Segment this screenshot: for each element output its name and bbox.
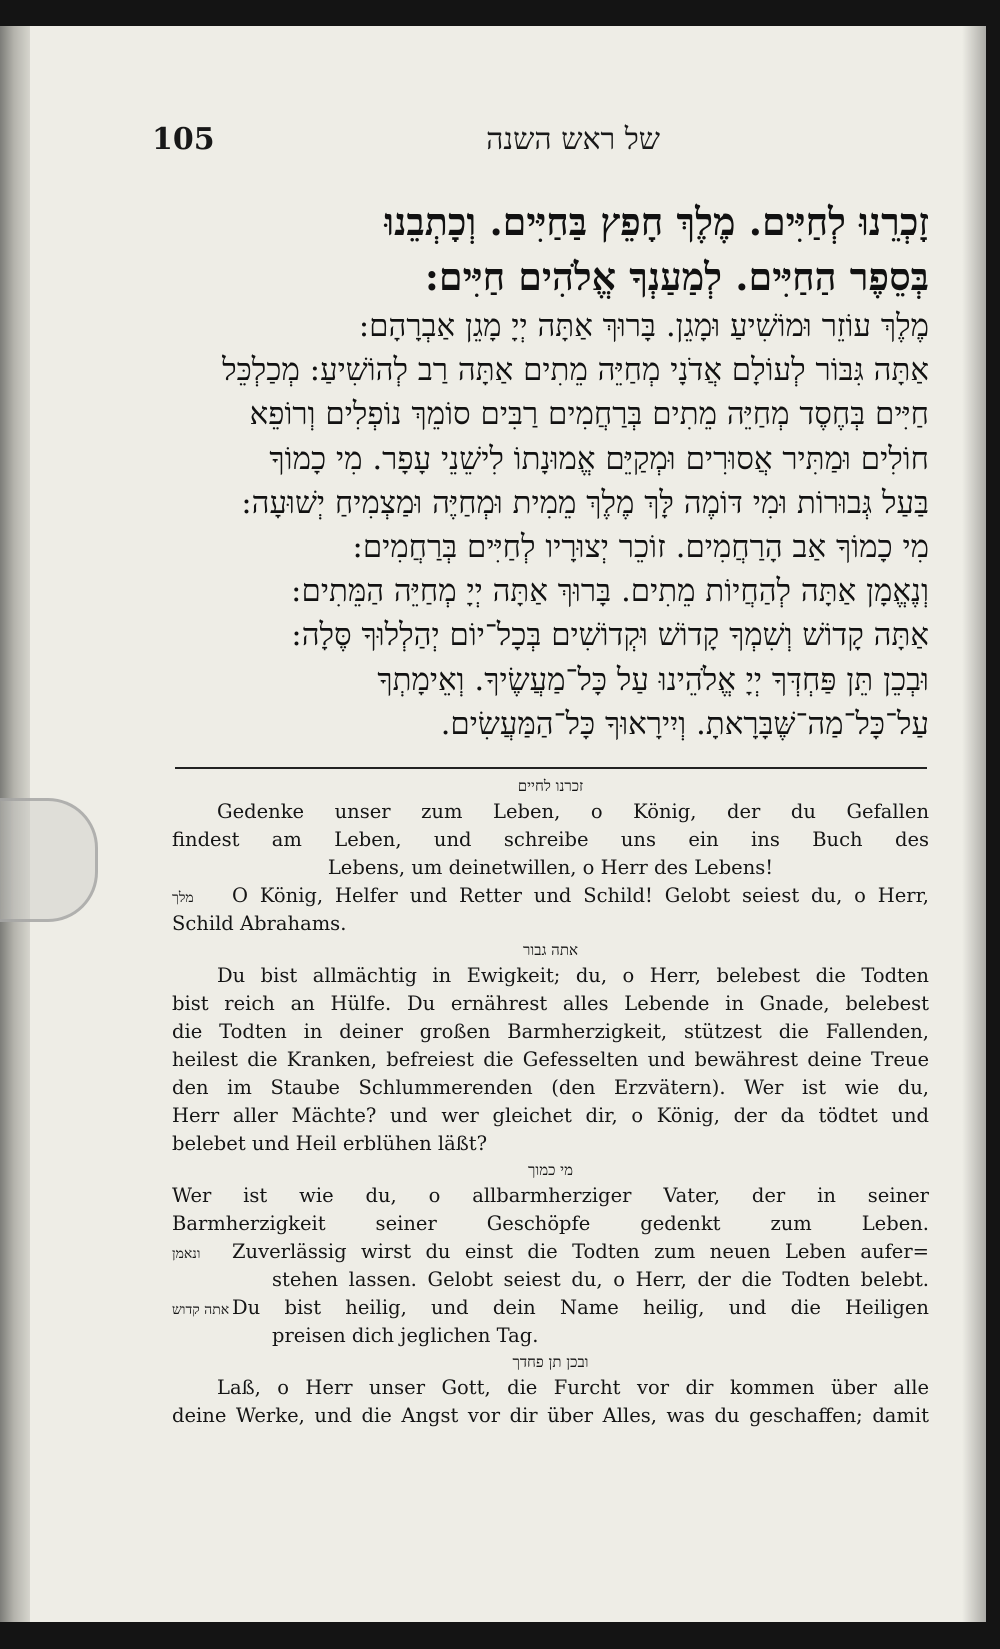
text-line: O König, Helfer und Retter und Schild! Gelobt seiest du, o Herr, (232, 884, 929, 907)
hebrew-line: בַּעַל גְּבוּרוֹת וּמִי דּוֹמֶה לָּךְ מֶלֶךְ מֵמִית וּמְחַיֶּה וּמַצְמִיחַ יְשׁוּעָה: (241, 484, 929, 521)
text-line: die Todten in deiner großen Barmherzigkeit, stützest die Fallenden, (172, 1020, 929, 1043)
hebrew-line: וְנֶאֱמָן אַתָּה לְהַחֲיוֹת מֵתִים. בָּרוּךְ אַתָּה יְיָ מְחַיֵּה הַמֵּתִים: (291, 573, 929, 610)
text-line: heilest die Kranken, befreiest die Gefesselten und bewährest deine Treue (172, 1048, 929, 1071)
text-line: belebet und Heil erblühen läßt? (172, 1132, 488, 1155)
text-line: Herr aller Mächte? und wer gleichet dir, o König, der da tödtet und (172, 1104, 929, 1127)
hebrew-text-block (172, 194, 929, 746)
text-line: Zuverlässig wirst du einst die Todten zum neuen Leben aufer= (232, 1240, 929, 1263)
text-line: bist reich an Hülfe. Du ernährest alles Lebende in Gnade, belebest (172, 992, 929, 1015)
paragraph-with-margin-label (172, 1238, 929, 1266)
hebrew-line: וּבְכֵן תֵּן פַּחְדְּךָ יְיָ אֱלֹהֵינוּ עַל כָּל־מַעֲשֶׂיךָ. וְאֵימָתְךָ (377, 661, 929, 698)
text-line: Barmherzigkeit seiner Geschöpfe gedenkt zum Leben. (172, 1212, 929, 1235)
section-divider (175, 767, 927, 769)
hebrew-line: חוֹלִים וּמַתִּיר אֲסוּרִים וּמְקַיֵּם אֱמוּנָתוֹ לִישֵׁנֵי עָפָר. מִי כָמוֹךָ (269, 440, 929, 477)
page-number: 105 (152, 122, 215, 157)
text-line: preisen dich jeglichen Tag. (272, 1324, 539, 1347)
text-line: Laß, o Herr unser Gott, die Furcht vor dir kommen über alle (217, 1376, 929, 1399)
text-line: deine Werke, und die Angst vor dir über Alles, was du geschaffen; damit (172, 1404, 929, 1427)
page-gutter-shadow (962, 26, 986, 1622)
hebrew-line: אַתָּה גִּבּוֹר לְעוֹלָם אֲדֹנָי מְחַיֵּה מֵתִים אַתָּה רַב לְהוֹשִׁיעַ: מְכַלְכֵּל (222, 352, 929, 389)
hebrew-line: מֶלֶךְ עוֹזֵר וּמוֹשִׁיעַ וּמָגֵן. בָּרוּךְ אַתָּה יְיָ מָגֵן אַבְרָהָם: (358, 308, 929, 344)
margin-label: מלך (172, 890, 194, 906)
text-line: Schild Abrahams. (172, 912, 347, 935)
hebrew-line: עַל־כָּל־מַה־שֶּׁבָּרָאתָ. וְיִירָאוּךָ כָּל־הַמַּעֲשִׂים. (440, 705, 929, 742)
text-line: den im Staube Schlummerenden (den Erzvätern). Wer ist wie du, (172, 1076, 929, 1099)
hebrew-line: בְּסֵפֶר הַחַיִּים. לְמַעַנְךָ אֱלֹהִים חַיִּים: (424, 254, 929, 299)
running-head: של ראש השנה (486, 122, 660, 157)
section-label: זכרנו לחיים (517, 777, 584, 795)
margin-label: אתה קדוש (172, 1302, 230, 1318)
text-line: findest am Leben, und schreibe uns ein ins Buch des (172, 828, 929, 851)
text-line: Du bist heilig, und dein Name heilig, und die Heiligen (232, 1296, 929, 1319)
section-label: ובכן תן פחדך (512, 1353, 589, 1371)
section-label: אתה גבור (523, 941, 578, 959)
hebrew-line: אַתָּה קָדוֹשׁ וְשִׁמְךָ קָדוֹשׁ וּקְדוֹשִׁים בְּכָל־יוֹם יְהַלְלוּךָ סֶּלָה: (291, 617, 929, 654)
hebrew-line: זָכְרֵנוּ לְחַיִּים. מֶלֶךְ חָפֵץ בַּחַיִּים. וְכָתְבֵנוּ (384, 199, 929, 244)
hebrew-line: מִי כָמוֹךָ אַב הָרַחֲמִים. זוֹכֵר יְצוּרָיו לְחַיִּים בְּרַחֲמִים: (352, 528, 929, 565)
text-line: stehen lassen. Gelobt seiest du, o Herr, der die Todten belebt. (272, 1268, 929, 1291)
german-translation (172, 774, 929, 1430)
text-line: Wer ist wie du, o allbarmherziger Vater, der in seiner (172, 1184, 929, 1207)
section-label: מי כמוך (527, 1161, 574, 1179)
margin-label: ונאמן (172, 1246, 201, 1262)
text-line: Du bist allmächtig in Ewigkeit; du, o Herr, belebest die Todten (217, 964, 929, 987)
text-line: Lebens, um deinetwillen, o Herr des Lebens! (327, 856, 774, 879)
paragraph-with-margin-label (172, 1294, 929, 1322)
text-line: Gedenke unser zum Leben, o König, der du Gefallen (217, 800, 929, 823)
page-header (152, 122, 930, 164)
paragraph-with-margin-label (172, 882, 929, 910)
hebrew-line: חַיִּים בְּחֶסֶד מְחַיֵּה מֵתִים בְּרַחֲמִים רַבִּים סוֹמֵךְ נוֹפְלִים וְרוֹפֵא (249, 396, 929, 433)
page-clip (0, 798, 98, 922)
